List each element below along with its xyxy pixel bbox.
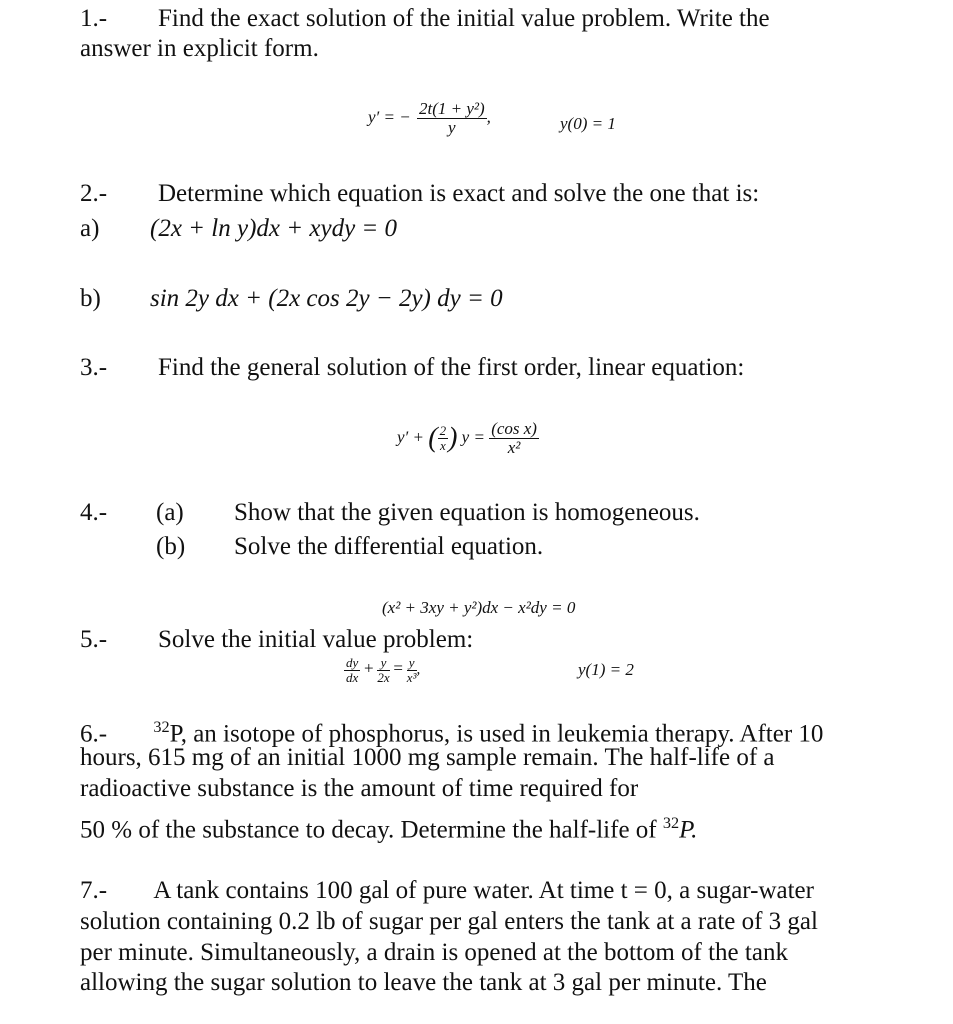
problem-6-line4-end: P. [679, 816, 698, 844]
problem-2a-equation: (2x + ln y)dx + xydy = 0 [150, 215, 398, 242]
problem-4b-text: Solve the differential equation. [234, 533, 544, 560]
problem-3-eq-rhs-num: (cos x) [491, 419, 537, 438]
problem-3-eq-rhs-fraction [489, 420, 539, 457]
problem-3-eq-lhs: y′ + [397, 427, 424, 447]
problem-7-line2: solution containing 0.2 lb of sugar per gal enters the tank at a rate of 3 gal [80, 908, 818, 935]
problem-5-number: 5.- [80, 626, 108, 653]
problem-3-eq-rhs-den: x² [507, 437, 521, 457]
problem-1-eq-fraction [417, 100, 487, 137]
problem-7-line1-text: A tank contains 100 gal of pure water. At time t = 0, a sugar-water [153, 877, 814, 904]
problem-3-number: 3.- [80, 354, 108, 381]
problem-5-eq-f3-num: y [408, 655, 415, 670]
problem-6-line4 [80, 808, 697, 845]
problem-4-equation: (x² + 3xy + y²)dx − x²dy = 0 [382, 598, 576, 617]
problem-5-eq-frac-dydx [344, 656, 360, 684]
problem-2a-label: a) [80, 215, 100, 242]
problem-1-eq-sep: , [486, 107, 491, 127]
problem-4-number: 4.- [80, 499, 108, 526]
problem-3-eq-coef-fraction [438, 424, 449, 452]
problem-5-eq-plus: + [364, 658, 374, 678]
problem-2b-equation: sin 2y dx + (2x cos 2y − 2y) dy = 0 [150, 285, 503, 312]
problem-3-eq-coef-den: x [439, 437, 446, 453]
problem-7-number: 7.- [80, 877, 108, 904]
problem-4a-label: (a) [156, 499, 184, 526]
problem-1-eq-lhs: y′ = − [368, 107, 411, 127]
problem-2b-label: b) [80, 285, 101, 312]
problem-5-eq-dy: dy [346, 655, 359, 670]
problem-5-eq-f2-den: 2x [377, 669, 390, 685]
problem-4b-label: (b) [156, 533, 186, 560]
problem-7-line3: per minute. Simultaneously, a drain is opened at the bottom of the tank [80, 939, 788, 966]
problem-5-eq-equals: = [393, 658, 403, 678]
problem-7-line1 [80, 876, 814, 906]
problem-3-eq-mid: y = [461, 427, 485, 447]
problem-6-line3: radioactive substance is the amount of time required for [80, 775, 639, 802]
problem-3-eq-paren-close: ) [448, 422, 458, 454]
problem-1-text-line2: answer in explicit form. [80, 35, 319, 62]
problem-3-eq-coef-num: 2 [439, 423, 447, 439]
problem-1-text-line1: Find the exact solution of the initial value problem. Write the [158, 5, 770, 32]
problem-3-text: Find the general solution of the first order, linear equation: [158, 354, 745, 381]
problem-5-eq-frac-y-2x [377, 656, 389, 684]
problem-5-eq-f3-den: x³ [406, 669, 417, 685]
problem-5-eq-sep: , [416, 661, 421, 678]
problem-3-eq-paren-open: ( [428, 422, 438, 454]
problem-1-number: 1.- [80, 5, 108, 32]
problem-6-line2: hours, 615 mg of an initial 1000 mg sample remain. The half-life of a [80, 744, 775, 771]
problem-1-eq-num: 2t(1 + y²) [418, 99, 485, 118]
problem-6-line4-superscript: 32 [662, 814, 680, 832]
problem-5-condition: y(1) = 2 [578, 660, 634, 679]
problem-6-number: 6.- [80, 720, 108, 748]
problem-5-eq-dx: dx [346, 669, 359, 685]
problem-2-number: 2.- [80, 180, 108, 207]
problem-6-isotope-superscript: 32 [153, 718, 170, 736]
problem-3-equation [397, 420, 539, 457]
problem-6-line1-text: P, an isotope of phosphorus, is used in leukemia therapy. After 10 [169, 720, 824, 748]
problem-4a-text: Show that the given equation is homogeneous. [234, 499, 700, 526]
problem-5-eq-f2-num: y [377, 656, 389, 671]
problem-2-text: Determine which equation is exact and solve the one that is: [158, 180, 760, 207]
problem-6-line4-text: 50 % of the substance to decay. Determine the half-life of [80, 816, 663, 844]
problem-7-line4: allowing the sugar solution to leave the tank at 3 gal per minute. The [80, 969, 767, 996]
problem-1-condition: y(0) = 1 [560, 114, 616, 133]
problem-5-eq-frac-y-x3 [407, 656, 417, 684]
problem-1-equation [368, 100, 491, 137]
problem-1-eq-den: y [448, 117, 456, 137]
problem-5-text: Solve the initial value problem: [158, 626, 474, 653]
problem-5-equation [344, 656, 420, 684]
